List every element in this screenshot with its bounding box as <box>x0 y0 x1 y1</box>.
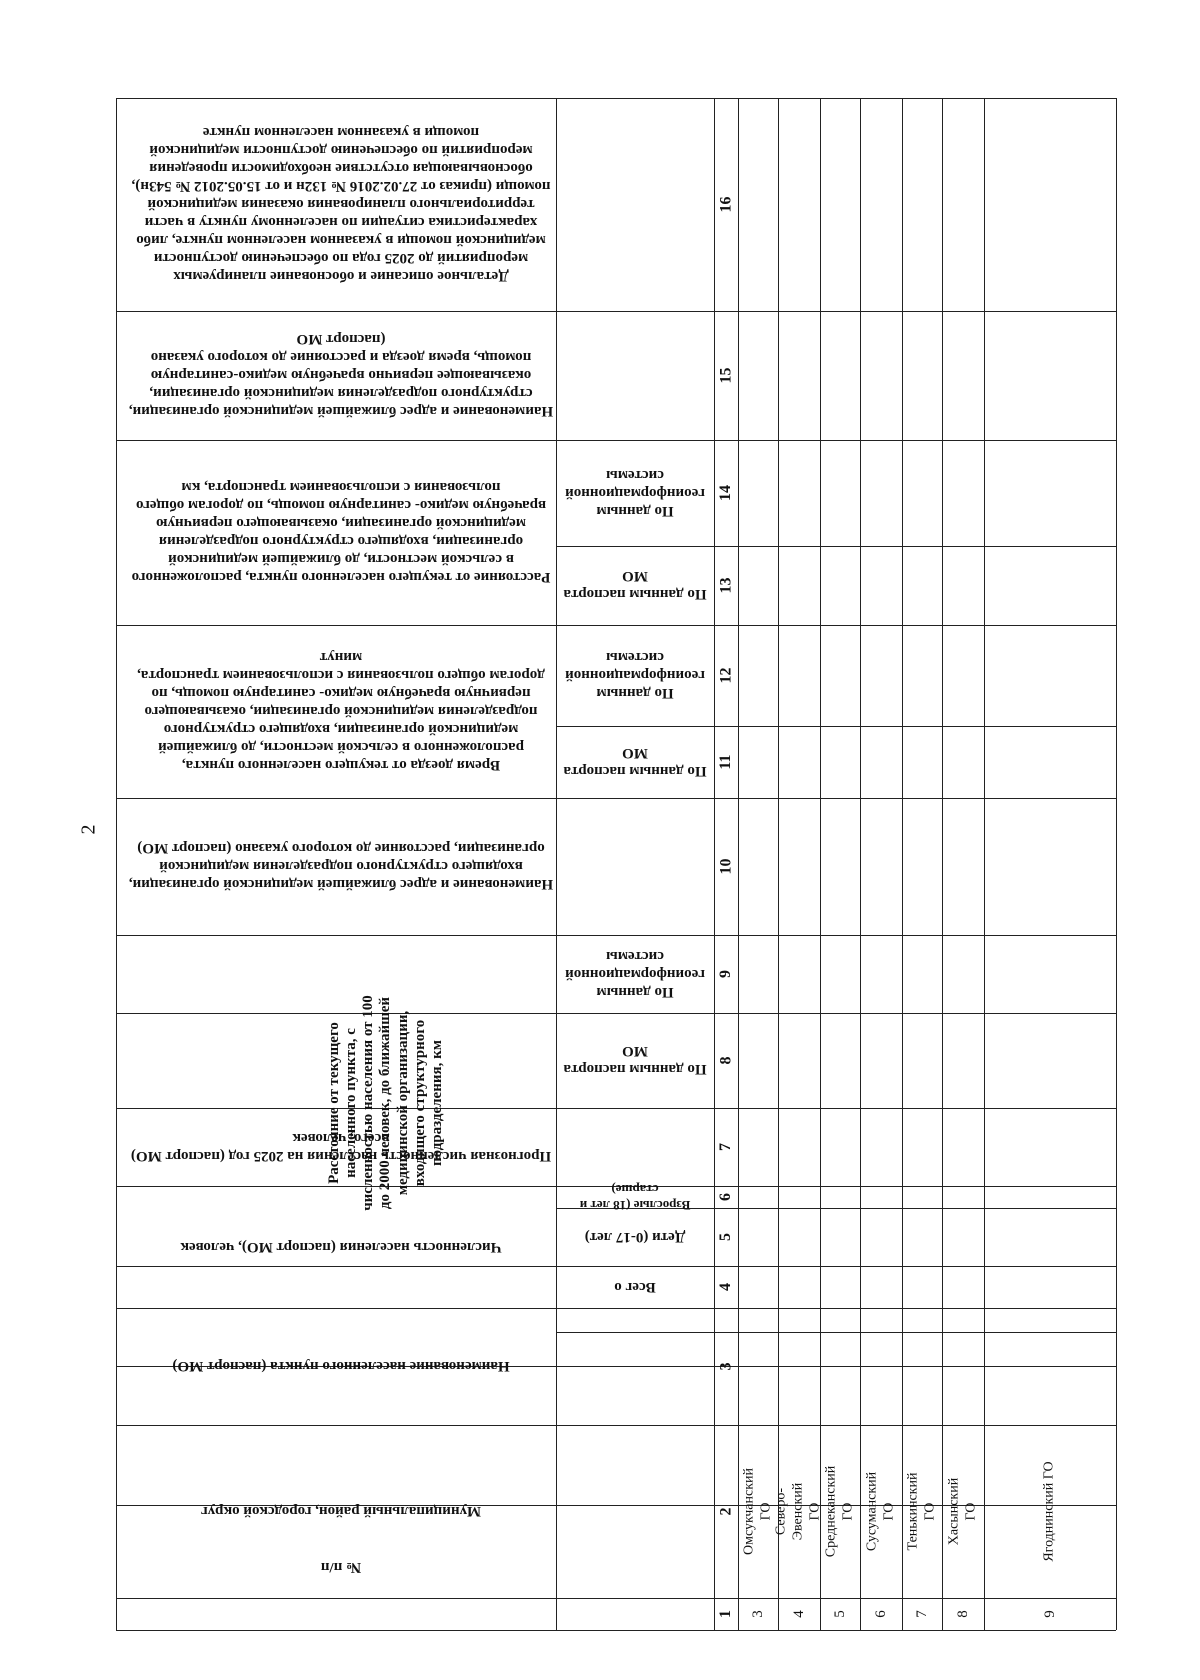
header-c6: Взрослые (18 лет и старше) <box>579 1182 691 1213</box>
row-name: Тенькинский ГО <box>905 1472 937 1551</box>
col-number-6: 6 <box>717 1193 735 1201</box>
header-c9: По данным геоинформационной системы <box>565 948 705 1000</box>
col-number-8: 8 <box>717 1056 735 1065</box>
row-name: Хасынский ГО <box>946 1477 978 1546</box>
col-number-5: 5 <box>717 1233 735 1241</box>
header-c3: Наименование населенного пункта (паспорт МО) <box>172 1358 510 1375</box>
row-name: Среднеканский ГО <box>823 1465 855 1558</box>
header-c7: Прогнозная численность населения на 2025 год (паспорт МО) всего, человек <box>130 1130 552 1164</box>
header-c10: Наименование и адрес ближайшей медицинской организации, входящего структурного подразделения медицинской организации, расстояние до которого указано (паспорт МО) <box>128 840 554 893</box>
col-number-13: 13 <box>717 577 735 594</box>
col-number-10: 10 <box>717 858 735 875</box>
header-c12: По данным геоинформационной системы <box>565 649 705 702</box>
header-pop-group: Численность населения (паспорт МО), человек <box>180 1239 502 1255</box>
row-num: 4 <box>791 1610 807 1618</box>
row-num: 3 <box>750 1610 766 1618</box>
header-c13: По данным паспорта МО <box>563 568 707 603</box>
header-dist-group: Расстояние от текущего населенного пункта, с численностью населения от 100 до 2000 человек, до ближайшей медицинской организации, входящего структурного подразделения, км <box>325 995 446 1211</box>
header-c4: Всег о <box>614 1279 656 1295</box>
col-number-15: 15 <box>717 367 735 384</box>
row-num: 9 <box>1042 1610 1058 1618</box>
header-c5: Дети (0-17 лет) <box>584 1229 686 1245</box>
row-name: Ягоднинский ГО <box>1041 1461 1057 1562</box>
col-number-7: 7 <box>717 1143 735 1151</box>
col-number-12: 12 <box>717 667 735 684</box>
header-c1: № п/п <box>320 1559 362 1576</box>
row-num: 6 <box>873 1610 889 1618</box>
data-table <box>116 98 1116 1630</box>
col-number-2: 2 <box>717 1507 735 1516</box>
page-number: 2 <box>77 824 100 835</box>
header-c11: По данным паспорта МО <box>563 745 707 779</box>
col-number-11: 11 <box>717 754 735 770</box>
header-c15: Наименование и адрес ближайшей медицинской организации, структурного подразделения медицинской организации, оказывающее первично врачебную медико-санитарную помощь, время доезда и расстояние до которого указано (паспорт МО <box>128 331 554 420</box>
header-time-group: Время доезда от текущего населенного пункта, расположенного в сельской местности, до ближайшей медицинской организации, входящего структурного подразделения медицинской организации, оказывающего первичную врачебную медико- санитарную помощь, по дорогам общего пользования с использованием транспорта, минут <box>137 649 545 774</box>
header-c2: Муниципальный район, городской округ <box>200 1503 482 1520</box>
col-number-9: 9 <box>717 970 735 978</box>
header-c16: Детальное описание и обоснование планируемых мероприятий до 2025 года по обеспечению доступности медицинской помощи в указанном населенном пункте, либо характеристика ситуации по населенному пункту в части территориального планирования оказания медицинской помощи (приказ от 27.02.2016 № 132н и от 15.05.2012 № 543н), обосновывающая отсутствие необходимости проведения мероприятий по обеспечению доступности медицинской помощи в указанном населенном пункте <box>131 124 551 285</box>
col-number-16: 16 <box>717 196 735 213</box>
col-number-1: 1 <box>717 1610 735 1618</box>
row-num: 5 <box>832 1610 848 1618</box>
row-name: Сусуманский ГО <box>864 1471 896 1552</box>
col-number-4: 4 <box>717 1283 735 1291</box>
row-num: 7 <box>914 1610 930 1618</box>
header-dist2-group: Расстояние от текущего населенного пункта, расположенного в сельской местности, до ближайшей медицинской организации, входящего структурного подразделения медицинской организации, оказывающего первичную врачебную медико- санитарную помощь, по дорогам общего пользования с использованием транспорта, км <box>131 479 551 586</box>
row-num: 8 <box>955 1610 971 1618</box>
row-name: Северо-Эвенский ГО <box>773 1482 823 1541</box>
col-number-14: 14 <box>717 485 735 501</box>
header-c14: По данным геоинформационной системы <box>565 467 705 519</box>
col-number-3: 3 <box>717 1362 735 1371</box>
row-name: Омсукчанский ГО <box>741 1467 773 1555</box>
header-c8: По данным паспорта МО <box>563 1043 707 1078</box>
